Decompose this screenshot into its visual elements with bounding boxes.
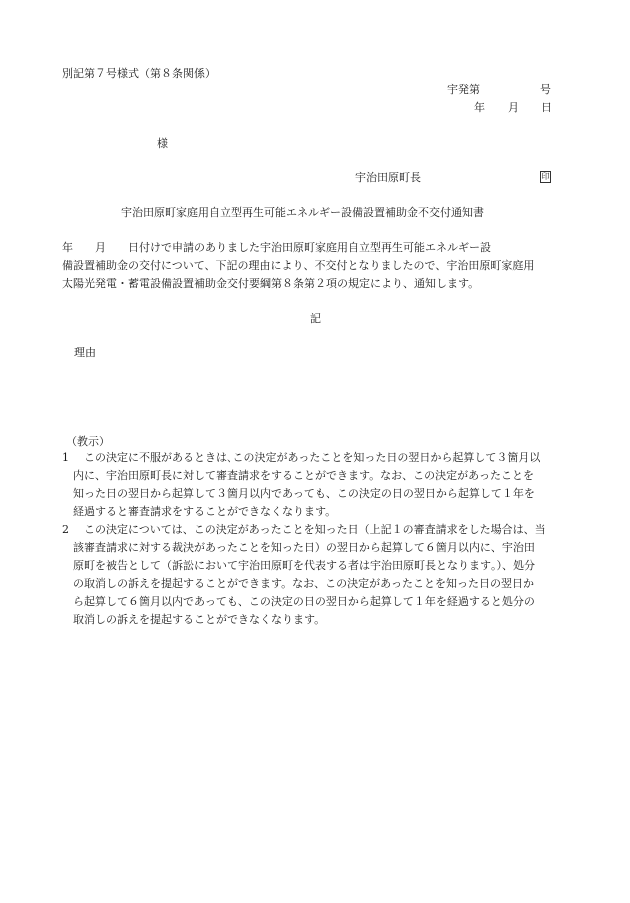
seal-icon: 印	[541, 172, 550, 181]
notice-item-2-number: 2	[62, 523, 69, 536]
notice-heading: （教示）	[66, 435, 110, 448]
reason-label: 理由	[74, 346, 96, 359]
notice-item-2-line-2: 該審査請求に対する裁決があったことを知った日）の翌日から起算して６箇月以内に、宇治田	[73, 541, 535, 554]
document-title: 宇治田原町家庭用自立型再生可能エネルギー設備設置補助金不交付通知書	[121, 206, 484, 219]
body-line-1: 年 月 日付けで申請のありました宇治田原町家庭用自立型再生可能エネルギー設	[62, 241, 491, 254]
sender-name: 宇治田原町長	[355, 171, 421, 184]
date-month: 月	[508, 101, 519, 114]
notice-item-1-line-2: 内に、宇治田原町長に対して審査請求をすることができます。なお、この決定があったことを	[73, 469, 535, 482]
doc-number-suffix: 号	[540, 83, 551, 96]
ki-label: 記	[310, 312, 321, 325]
notice-item-2-line-4: の取消しの訴えを提起することができます。なお、この決定があったことを知った日の翌日か	[73, 577, 535, 590]
notice-item-2-line-1: この決定については、この決定があったことを知った日（上記１の審査請求をした場合は、当	[84, 523, 546, 536]
notice-item-1-number: 1	[62, 451, 69, 464]
notice-item-2-line-6: 取消しの訴えを提起することができなくなります。	[73, 613, 326, 626]
notice-item-2-line-5: ら起算して６箇月以内であっても、この決定の日の翌日から起算して１年を経過すると処分の	[73, 595, 535, 608]
form-label: 別記第７号様式（第８条関係）	[62, 67, 216, 80]
addressee-honorific: 様	[157, 137, 168, 150]
notice-item-1-line-4: 経過すると審査請求をすることができなくなります。	[73, 505, 337, 518]
date-day: 日	[541, 101, 552, 114]
body-line-2: 備設置補助金の交付について、下記の理由により、不交付となりましたので、宇治田原町家庭用	[62, 259, 535, 272]
doc-number-prefix: 宇発第	[447, 83, 480, 96]
notice-item-1-line-3: 知った日の翌日から起算して３箇月以内であっても、この決定の日の翌日から起算して１年を	[73, 487, 535, 500]
notice-item-1-line-1: この決定に不服があるときは､この決定があったことを知った日の翌日から起算して３箇月以	[84, 451, 541, 464]
body-line-3: 太陽光発電・蓄電設備設置補助金交付要綱第８条第２項の規定により、通知します。	[62, 277, 480, 290]
notice-item-2-line-3: 原町を被告として（訴訟において宇治田原町を代表する者は宇治田原町長となります｡）、処分	[73, 559, 535, 572]
seal-mark	[540, 171, 551, 183]
date-year: 年	[474, 101, 485, 114]
